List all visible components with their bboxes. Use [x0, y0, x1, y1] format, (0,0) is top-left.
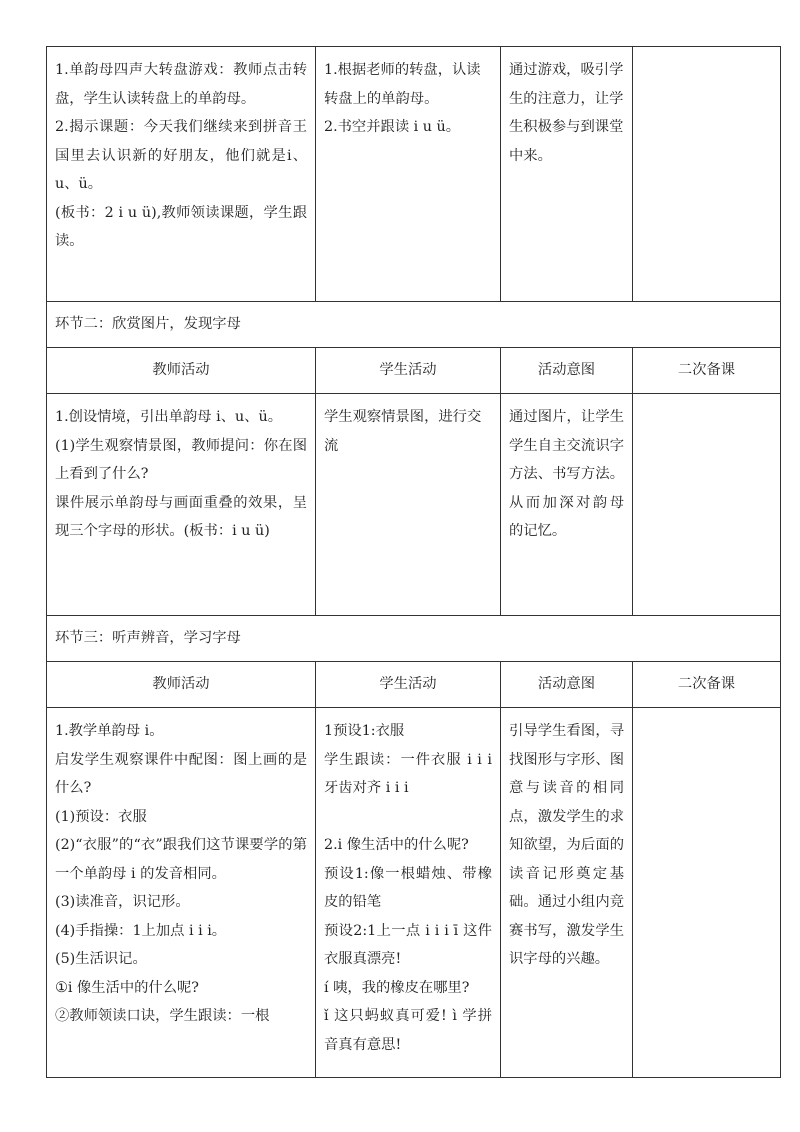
text-line: ②教师领读口诀，学生跟读：一根: [55, 1008, 270, 1024]
section3-teacher-cell: [47, 708, 316, 1078]
text-line: 通过游戏，吸引学生的注意力，让学生积极参与到课堂中来。: [509, 62, 624, 164]
text-line: 2.揭示课题：今天我们继续来到拼音王国里去认识新的好朋友，他们就是i、u、ü。: [55, 119, 307, 192]
lesson-plan-table: [46, 46, 781, 1078]
text-line: ǐ 这只蚂蚁真可爱! ì 学拼音真有意思!: [324, 1008, 492, 1053]
text-line: 1.单韵母四声大转盘游戏：教师点击转盘，学生认读转盘上的单韵母。: [55, 62, 307, 107]
text-line: (5)生活识记。: [55, 951, 147, 967]
header-second-prep: 二次备课: [633, 662, 781, 708]
text-line: 1预设1:衣服: [324, 723, 405, 739]
text-line: (1)预设：衣服: [55, 808, 147, 825]
text-line: 1.教学单韵母 i。: [55, 723, 164, 739]
text-line: (2)“衣服”的“衣”跟我们这节课要学的第一个单韵母 i 的发音相同。: [55, 837, 307, 882]
section1-teacher-cell: [47, 47, 316, 302]
text-line: (板书：2 i u ü),教师领读课题，学生跟读。: [55, 204, 307, 249]
text-line: 2.i 像生活中的什么呢?: [324, 837, 469, 853]
section3-student-cell: [316, 708, 501, 1078]
text-line: 2.书空并跟读 i u ü。: [324, 119, 461, 135]
text-line: 通过图片，让学生学生自主交流识字方法、书写方法。从而加深对韵母 的记忆。: [509, 409, 624, 539]
section2-student-cell: [316, 394, 501, 616]
text-line: (1)学生观察情景图，教师提问：你在图上看到了什么?: [55, 437, 307, 482]
section3-row: [47, 708, 781, 1078]
text-line: 引导学生看图，寻找图形与字形、图意与读音的相同点，激发学生的求知欲望，为后面的读音记形奠定基础。通过小组内竞赛书写，激发学生识字母的兴趣。: [509, 723, 624, 967]
section3-notes-cell: [633, 708, 781, 1078]
text-line: ①i 像生活中的什么呢?: [55, 979, 199, 996]
section3-header-row: [47, 662, 781, 708]
section2-row: [47, 394, 781, 616]
text-line: í 咦，我的橡皮在哪里?: [324, 979, 470, 996]
text-line: 1.根据老师的转盘，认读转盘上的单韵母。: [324, 62, 481, 107]
section1-row: [47, 47, 781, 302]
section2-title: 环节二：欣赏图片，发现字母: [47, 302, 781, 348]
header-student-activity: 学生活动: [316, 348, 501, 394]
section2-notes-cell: [633, 394, 781, 616]
header-activity-intent: 活动意图: [501, 348, 633, 394]
text-line: 课件展示单韵母与画面重叠的效果，呈现三个字母的形状。(板书：i u ü): [55, 494, 307, 539]
header-teacher-activity: 教师活动: [47, 348, 316, 394]
section2-intent-cell: [501, 394, 633, 616]
section1-notes-cell: [633, 47, 781, 302]
section1-intent-cell: [501, 47, 633, 302]
header-teacher-activity: 教师活动: [47, 662, 316, 708]
header-student-activity: 学生活动: [316, 662, 501, 708]
section2-teacher-cell: [47, 394, 316, 616]
section3-title: 环节三：听声辨音，学习字母: [47, 616, 781, 662]
section1-student-cell: [316, 47, 501, 302]
text-line: 预设1:像一根蜡烛、带橡皮的铅笔: [324, 865, 492, 910]
text-line: 学生观察情景图，进行交流: [324, 409, 482, 454]
header-second-prep: 二次备课: [633, 348, 781, 394]
section2-header-row: [47, 348, 781, 394]
text-line: 预设2:1上一点 i i i ī 这件衣服真漂亮!: [324, 922, 492, 967]
text-line: 学生跟读：一件衣服 i i i 牙齿对齐 i i i: [324, 751, 492, 796]
header-activity-intent: 活动意图: [501, 662, 633, 708]
text-line: 1.创设情境，引出单韵母 i、u、ü。: [55, 409, 283, 425]
text-line: 启发学生观察课件中配图：图上画的是什么?: [55, 751, 307, 796]
section3-title-row: [47, 616, 781, 662]
text-line: [324, 803, 492, 832]
text-line: (3)读准音，识记形。: [55, 894, 190, 910]
section2-title-row: [47, 302, 781, 348]
text-line: (4)手指操：1上加点 i i i。: [55, 922, 227, 939]
section3-intent-cell: [501, 708, 633, 1078]
